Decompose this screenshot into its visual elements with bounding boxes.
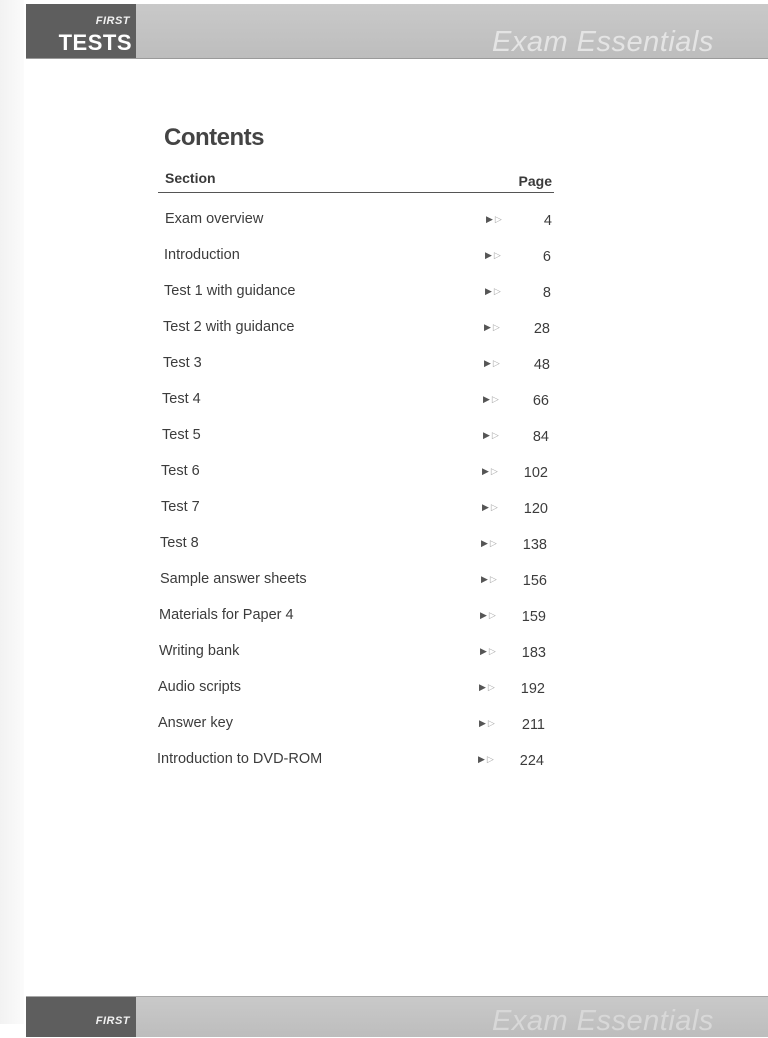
toc-page-number: 224 [519, 753, 544, 769]
toc-section-label: Test 6 [161, 463, 200, 479]
section-column-header: Section [165, 170, 216, 186]
toc-row [158, 311, 554, 347]
toc-row [158, 563, 554, 599]
leader-arrows-icon: ▶▷ [484, 358, 502, 368]
toc-section-label: Answer key [158, 715, 233, 731]
leader-arrows-icon: ▶▷ [482, 502, 500, 512]
leader-arrows-icon: ▶▷ [482, 466, 500, 476]
toc-row [158, 383, 554, 419]
toc-row [158, 671, 554, 707]
toc-row [158, 599, 554, 635]
toc-row [158, 347, 554, 383]
toc-page-number: 84 [532, 429, 549, 445]
series-title: Exam Essentials [492, 26, 714, 58]
toc-row [158, 707, 554, 743]
toc-row [158, 239, 554, 275]
toc-row [158, 455, 554, 491]
toc-section-label: Test 4 [162, 391, 201, 407]
toc-section-label: Exam overview [165, 211, 264, 227]
toc-page-number: 102 [523, 465, 548, 481]
leader-arrows-icon: ▶▷ [485, 286, 503, 296]
toc-page-number: 159 [521, 609, 546, 625]
toc-row [158, 527, 554, 563]
toc-page-number: 66 [532, 393, 549, 409]
toc-section-label: Writing bank [159, 643, 240, 659]
leader-arrows-icon: ▶▷ [483, 394, 501, 404]
toc-row [158, 743, 554, 779]
footer-logo-first-text: FIRST [95, 1015, 130, 1027]
logo-first-text: FIRST [95, 15, 130, 27]
toc-section-label: Introduction [164, 247, 240, 263]
toc-section-label: Materials for Paper 4 [159, 607, 294, 623]
toc-section-label: Introduction to DVD-ROM [157, 751, 323, 767]
toc-page-number: 4 [543, 213, 552, 229]
series-logo [26, 4, 136, 58]
header-banner [26, 4, 768, 59]
toc-entries [158, 203, 554, 779]
page-edge-shadow [0, 0, 24, 1024]
toc-section-label: Test 2 with guidance [163, 319, 295, 335]
toc-page-number: 156 [522, 573, 547, 589]
toc-section-label: Test 1 with guidance [164, 283, 296, 299]
toc-section-label: Sample answer sheets [160, 571, 307, 587]
leader-arrows-icon: ▶▷ [479, 718, 497, 728]
leader-arrows-icon: ▶▷ [485, 250, 503, 260]
leader-arrows-icon: ▶▷ [480, 610, 498, 620]
toc-section-label: Audio scripts [158, 679, 242, 695]
toc-row [158, 203, 554, 239]
leader-arrows-icon: ▶▷ [486, 214, 504, 224]
leader-arrows-icon: ▶▷ [478, 754, 496, 764]
page-title: Contents [164, 124, 264, 151]
table-of-contents [158, 124, 554, 779]
leader-arrows-icon: ▶▷ [484, 322, 502, 332]
toc-row [158, 491, 554, 527]
toc-section-label: Test 7 [161, 499, 200, 515]
toc-header-row [158, 170, 554, 193]
toc-row [158, 275, 554, 311]
footer-banner [26, 996, 768, 1037]
toc-page-number: 48 [533, 357, 550, 373]
leader-arrows-icon: ▶▷ [479, 682, 497, 692]
toc-section-label: Test 8 [160, 535, 199, 551]
leader-arrows-icon: ▶▷ [481, 574, 499, 584]
toc-page-number: 6 [542, 249, 551, 265]
logo-tests-text: TESTS [58, 30, 132, 55]
toc-page-number: 192 [520, 681, 545, 697]
toc-page-number: 138 [522, 537, 547, 553]
toc-page-number: 120 [523, 501, 548, 517]
leader-arrows-icon: ▶▷ [481, 538, 499, 548]
page-column-header: Page [518, 173, 552, 189]
leader-arrows-icon: ▶▷ [483, 430, 501, 440]
toc-row [158, 635, 554, 671]
toc-page-number: 211 [521, 717, 545, 733]
toc-page-number: 8 [542, 285, 551, 301]
toc-page-number: 183 [521, 645, 546, 661]
footer-series-logo [26, 997, 136, 1037]
footer-series-title: Exam Essentials [492, 1005, 714, 1037]
toc-page-number: 28 [533, 321, 550, 337]
toc-section-label: Test 3 [163, 355, 202, 371]
toc-section-label: Test 5 [162, 427, 201, 443]
toc-row [158, 419, 554, 455]
leader-arrows-icon: ▶▷ [480, 646, 498, 656]
